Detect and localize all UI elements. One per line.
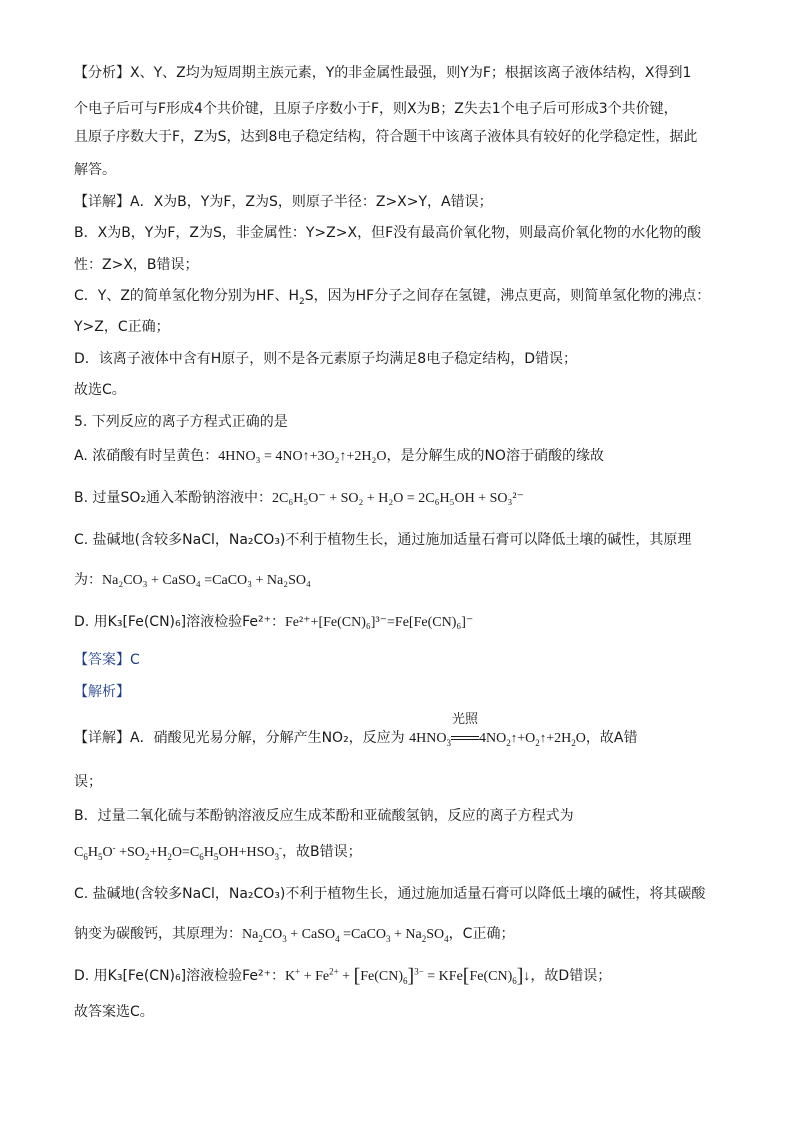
detail5-d: D. 用K₃[Fe(CN)₆]溶液检验Fe²⁺：$K^+ + Fe^{2+} + [Fe(CN)_6]^{3-}$ = $KFe[Fe(CN)_6]↓$，故D错误；: [74, 965, 612, 987]
q5-option-d-equation: Fe²⁺+[Fe(CN)₆]³⁻=Fe[Fe(CN)₆]⁻: [284, 615, 474, 630]
detail4-b-line1: B．X为B，Y为F，Z为S，非金属性：Y>Z>X，但F没有最高价氧化物，则最高价氧化物的水化物的酸: [74, 225, 702, 241]
q5-option-c-line2: 为：Na₂CO₃ + CaSO₄ =CaCO₃ + Na₂SO₄: [74, 572, 311, 588]
detail4-b-line2: 性：Z>X，B错误；: [74, 257, 199, 273]
analysis-line-4: 解答。: [74, 162, 116, 178]
detail5-d-equation: $K^+ + Fe^{2+} + [Fe(CN)_6]^{3-}$ = $KFe[Fe(CN)_6]↓$: [284, 965, 531, 987]
q5-option-b: B. 过量SO₂通入苯酚钠溶液中：2C₆H₅O⁻ + SO₂ + H₂O = 2C₆H₅OH + SO₃²⁻: [74, 490, 524, 506]
detail5-c-line2: 钠变为碳酸钙，其原理为：$Na_2CO_3$ + CaSO$_4$ =CaCO$_3$ + $Na_2SO_4$，C正确；: [74, 926, 515, 944]
q5-option-a-equation: 4HNO₃ = 4NO↑+3O₂↑+2H₂O: [218, 449, 387, 464]
analysis-line-3: 且原子序数大于F，Z为S，达到8电子稳定结构，符合题干中该离子液体具有较好的化学稳定性，据此: [74, 129, 698, 145]
analysis-line-1: 【分析】X、Y、Z均为短周期主族元素，Y的非金属性最强，则Y为F；根据该离子液体结构，X得到1: [74, 65, 692, 81]
detail5-a: 【详解】A．硝酸见光易分解，分解产生NO₂，反应为 $4HNO_3$ 光照 $4NO_2↑+O_2↑+2H_2O$，故A错: [74, 712, 638, 748]
q5-option-b-equation: 2C₆H₅O⁻ + SO₂ + H₂O = 2C₆H₅OH + SO₃²⁻: [272, 491, 524, 506]
analysis-label: 【解析】: [74, 684, 130, 700]
detail5-a-cont: 误；: [74, 774, 102, 790]
q5-option-c-equation: Na₂CO₃ + CaSO₄ =CaCO₃ + Na₂SO₄: [102, 573, 311, 588]
detail5-b-equation: $C_6H_5O^- +SO_2+H_2O=C_6H_5OH+HSO_3^-$: [74, 842, 282, 862]
answer-line: 【答案】C: [74, 652, 140, 668]
detail4-a: 【详解】A．X为B，Y为F，Z为S，则原子半径：Z>X>Y，A错误；: [74, 194, 493, 210]
analysis-line-2: 个电子后可与F形成4个共价键，且原子序数小于F，则X为B；Z失去1个电子后可形成3个共价键，: [74, 101, 678, 117]
detail5-b-line2: $C_6H_5O^- +SO_2+H_2O=C_6H_5OH+HSO_3^-$，故B错误；: [74, 842, 362, 862]
detail4-c-line1: C．Y、Z的简单氢化物分别为HF、$H_2S$，因为HF分子之间存在氢键，沸点更高，则简单氢化物的沸点：: [74, 288, 711, 307]
detail4-conclusion: 故选C。: [74, 382, 126, 398]
detail5-conclusion: 故答案选C。: [74, 1004, 154, 1020]
light-condition-arrow: 光照: [451, 728, 479, 748]
q5-option-c-line1: C. 盐碱地(含较多NaCl，Na₂CO₃)不利于植物生长，通过施加适量石膏可以降低土壤的碱性，其原理: [74, 532, 692, 548]
detail5-c-line1: C. 盐碱地(含较多NaCl，Na₂CO₃)不利于植物生长，通过施加适量石膏可以降低土壤的碱性，将其碳酸: [74, 886, 706, 902]
q5-stem: 5. 下列反应的离子方程式正确的是: [74, 414, 288, 430]
detail5-c-equation: $Na_2CO_3$ + CaSO$_4$ =CaCO$_3$ + $Na_2SO_4$: [242, 927, 449, 944]
q5-option-d: D. 用K₃[Fe(CN)₆]溶液检验Fe²⁺：Fe²⁺+[Fe(CN)₆]³⁻=Fe[Fe(CN)₆]⁻: [74, 614, 474, 630]
detail4-c-line2: Y>Z，C正确；: [74, 319, 170, 335]
detail4-d: D．该离子液体中含有H原子，则不是各元素原子均满足8电子稳定结构，D错误；: [74, 351, 577, 367]
detail5-b-line1: B．过量二氧化硫与苯酚钠溶液反应生成苯酚和亚硫酸氢钠，反应的离子方程式为: [74, 808, 574, 824]
q5-option-a: A. 浓硝酸有时呈黄色：4HNO₃ = 4NO↑+3O₂↑+2H₂O，是分解生成的NO溶于硝酸的缘故: [74, 448, 604, 464]
